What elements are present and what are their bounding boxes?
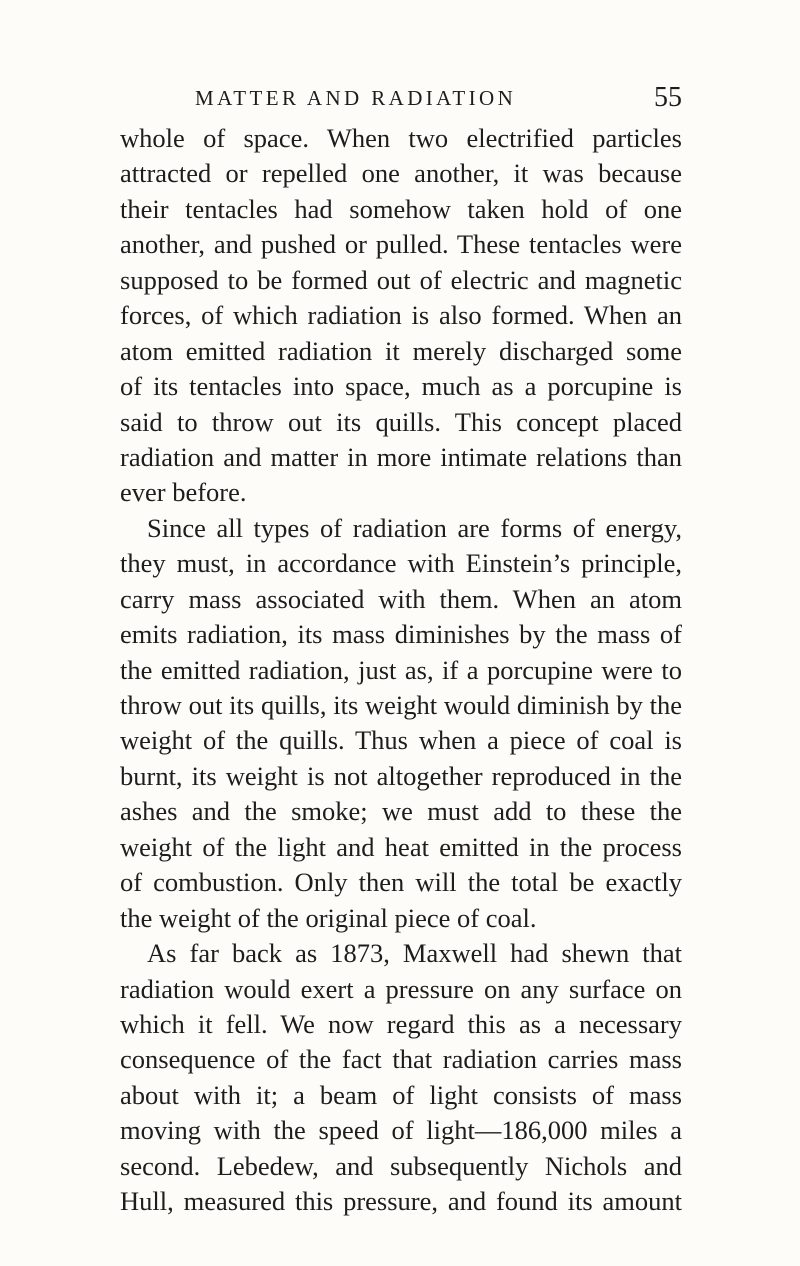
text-line: attracted or repelled one another, it was because <box>120 158 682 189</box>
paragraph-last-line: the weight of the original piece of coal. <box>120 902 537 933</box>
text-line: radiation would exert a pressure on any surface on <box>120 973 682 1004</box>
text-line: said to throw out its quills. This concept placed <box>120 406 682 437</box>
text-line: of its tentacles into space, much as a porcupine is <box>120 371 682 402</box>
text-line: which it fell. We now regard this as a necessary <box>120 1008 682 1039</box>
text-line: atom emitted radiation it merely discharged some <box>120 335 682 366</box>
text-line: whole of space. When two electrified particles <box>120 123 682 153</box>
text-line: moving with the speed of light—186,000 miles a <box>120 1115 682 1146</box>
text-line: about with it; a beam of light consists of mass <box>120 1079 682 1110</box>
text-line: Hull, measured this pressure, and found its amount <box>120 1186 682 1217</box>
page-number: 55 <box>654 82 682 113</box>
text-line: supposed to be formed out of electric and magnetic <box>120 264 682 295</box>
paragraph-first-line: Since all types of radiation are forms of energy, <box>147 512 682 543</box>
text-line: consequence of the fact that radiation carries mass <box>120 1044 682 1075</box>
text-line: throw out its quills, its weight would diminish by the <box>120 690 682 720</box>
text-line: radiation and matter in more intimate relations than <box>120 441 682 472</box>
text-line: the emitted radiation, just as, if a porcupine were to <box>120 654 682 685</box>
text-line: their tentacles had somehow taken hold of one <box>120 193 682 224</box>
text-line: carry mass associated with them. When an atom <box>120 583 682 614</box>
running-title: MATTER AND RADIATION <box>195 86 517 110</box>
body-text <box>120 121 682 1220</box>
paragraph-last-line: ever before. <box>120 477 247 508</box>
text-line: of combustion. Only then will the total be exactly <box>120 867 682 898</box>
text-line: burnt, its weight is not altogether reproduced in the <box>120 760 682 791</box>
text-line: another, and pushed or pulled. These tentacles were <box>120 229 682 260</box>
text-line: weight of the light and heat emitted in the process <box>120 831 682 862</box>
text-line: second. Lebedew, and subsequently Nichols and <box>120 1150 682 1181</box>
text-line: ashes and the smoke; we must add to these the <box>120 796 682 827</box>
text-line: weight of the quills. Thus when a piece of coal is <box>120 725 682 756</box>
paragraph-first-line: As far back as 1873, Maxwell had shewn that <box>147 938 682 969</box>
text-line: emits radiation, its mass diminishes by the mass of <box>120 619 682 650</box>
running-head <box>120 80 682 116</box>
text-line: forces, of which radiation is also formed. When an <box>120 300 682 331</box>
text-line: they must, in accordance with Einstein’s principle, <box>120 548 682 579</box>
